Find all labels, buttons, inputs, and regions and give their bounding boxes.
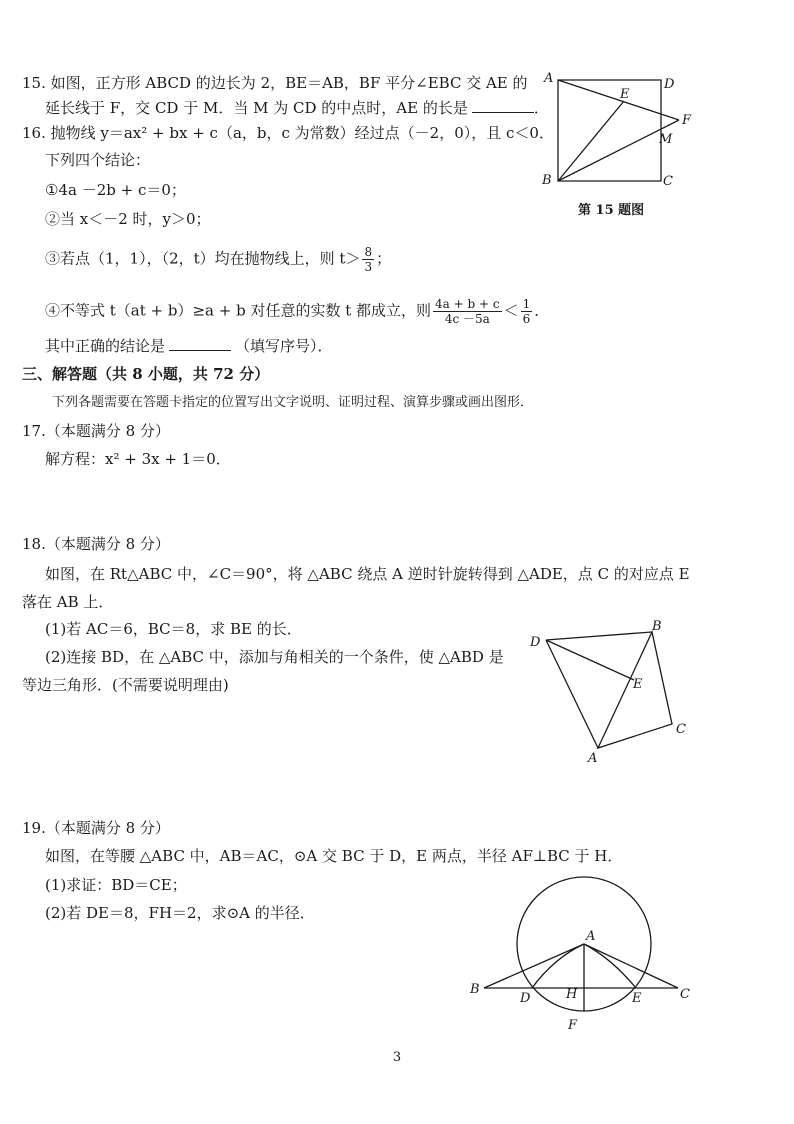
q18-line-DA	[546, 640, 598, 748]
q19-part1: (1)求证：BD＝CE；	[45, 876, 187, 894]
q15-answer-blank	[472, 98, 534, 113]
q19-line1: 如图，在等腰 △ABC 中，AB＝AC，⊙A 交 BC 于 D，E 两点，半径 AF⊥BC 于 H．	[45, 847, 623, 865]
q16-c4-fraction	[433, 297, 502, 326]
q19-line-AB	[484, 944, 584, 988]
q19-label-A: A	[586, 929, 596, 944]
q16-line2: 下列四个结论：	[45, 151, 151, 169]
q15-label-B: B	[542, 173, 552, 188]
q16-c4-text: ④不等式 t（at + b）≥a + b 对任意的实数 t 都成立，则	[45, 301, 432, 320]
q15-figure	[540, 70, 700, 210]
q19-arc-AE	[584, 944, 636, 988]
q15-label-A: A	[544, 71, 554, 86]
q16-answer-text: 其中正确的结论是	[45, 337, 166, 355]
q15-label-F: F	[682, 113, 692, 128]
q16-c4-fraction2	[521, 297, 533, 326]
q18-head: 18.（本题满分 8 分）	[22, 535, 170, 553]
q15-line-BE	[558, 101, 624, 181]
q15-line1: 15. 如图，正方形 ABCD 的边长为 2，BE＝AB，BF 平分∠EBC 交 AE 的	[22, 74, 528, 92]
q16-conclusion-3	[45, 245, 391, 274]
q18-label-D: D	[530, 635, 541, 650]
q15-line2-end: ．	[533, 99, 549, 117]
q18-label-A: A	[588, 751, 598, 766]
q16-conclusion-1: ①4a －2b + c＝0；	[45, 181, 186, 199]
q19-arc-AD	[532, 944, 584, 988]
q18-label-B: B	[652, 619, 662, 634]
q16-line1: 16. 抛物线 y＝ax² + bx + c（a，b，c 为常数）经过点（－2，0），且 c＜0．	[22, 124, 554, 142]
q17-body: 解方程：x² + 3x + 1＝0．	[45, 450, 231, 468]
q16-c4-num2: 1	[522, 297, 531, 311]
q18-line-DB	[546, 632, 652, 640]
q16-c3-fraction	[362, 245, 374, 274]
q18-line-DE	[546, 640, 634, 680]
q18-line1: 如图，在 Rt△ABC 中，∠C＝90°，将 △ABC 绕点 A 逆时针旋转得到 △ADE，点 C 的对应点 E	[45, 565, 690, 583]
q15-label-C: C	[663, 174, 673, 189]
section3-title: 三、解答题（共 8 小题，共 72 分）	[22, 365, 270, 383]
q18-figure	[528, 620, 708, 770]
q18-part2a: (2)连接 BD，在 △ABC 中，添加与角相关的一个条件，使 △ABD 是	[45, 648, 504, 666]
q16-c4-lt: ＜	[503, 301, 519, 320]
q16-answer-end: （填写序号）．	[235, 337, 333, 355]
q16-answer-line	[45, 336, 333, 356]
q19-label-H: H	[566, 987, 578, 1002]
q16-c3-den: 3	[364, 260, 373, 274]
q18-part2b: 等边三角形．(不需要说明理由)	[22, 676, 229, 694]
q19-part2: (2)若 DE＝8，FH＝2，求⊙A 的半径．	[45, 904, 315, 922]
q18-part1: (1)若 AC＝6，BC＝8，求 BE 的长．	[45, 620, 302, 638]
q17-head: 17.（本题满分 8 分）	[22, 422, 170, 440]
q18-line2: 落在 AB 上．	[22, 593, 114, 611]
q16-c4-num: 4a + b + c	[435, 297, 500, 311]
q19-label-F: F	[568, 1018, 578, 1033]
q15-line2	[45, 98, 549, 118]
q16-c4-den2: 6	[522, 312, 531, 326]
q19-label-E: E	[632, 991, 642, 1006]
q15-caption: 第 15 题图	[578, 203, 645, 218]
q16-c3-num: 8	[364, 245, 373, 259]
q16-c4-den: 4c －5a	[444, 312, 490, 326]
q15-label-D: D	[664, 77, 675, 92]
section3-note: 下列各题需要在答题卡指定的位置写出文字说明、证明过程、演算步骤或画出图形．	[52, 395, 534, 410]
q15-line2-text: 延长线于 F，交 CD 于 M．当 M 为 CD 的中点时，AE 的长是	[45, 99, 468, 117]
q16-c4-end: ．	[534, 301, 550, 320]
q19-label-B: B	[470, 982, 480, 997]
q19-figure	[466, 862, 706, 1032]
page-number: 3	[392, 1050, 402, 1065]
q16-conclusion-4	[45, 297, 549, 326]
q16-conclusion-2: ②当 x＜－2 时，y＞0；	[45, 210, 211, 228]
q15-square	[558, 80, 661, 181]
q15-label-M: M	[659, 132, 673, 147]
q19-head: 19.（本题满分 8 分）	[22, 819, 170, 837]
q18-label-E: E	[633, 677, 643, 692]
q18-label-C: C	[676, 722, 686, 737]
q16-c3-text: ③若点（1，1），（2，t）均在抛物线上，则 t＞	[45, 249, 361, 268]
q19-label-C: C	[680, 987, 690, 1002]
q16-answer-blank	[169, 336, 231, 351]
q16-c3-end: ；	[376, 249, 392, 268]
q19-label-D: D	[520, 991, 531, 1006]
q15-label-E: E	[620, 87, 630, 102]
